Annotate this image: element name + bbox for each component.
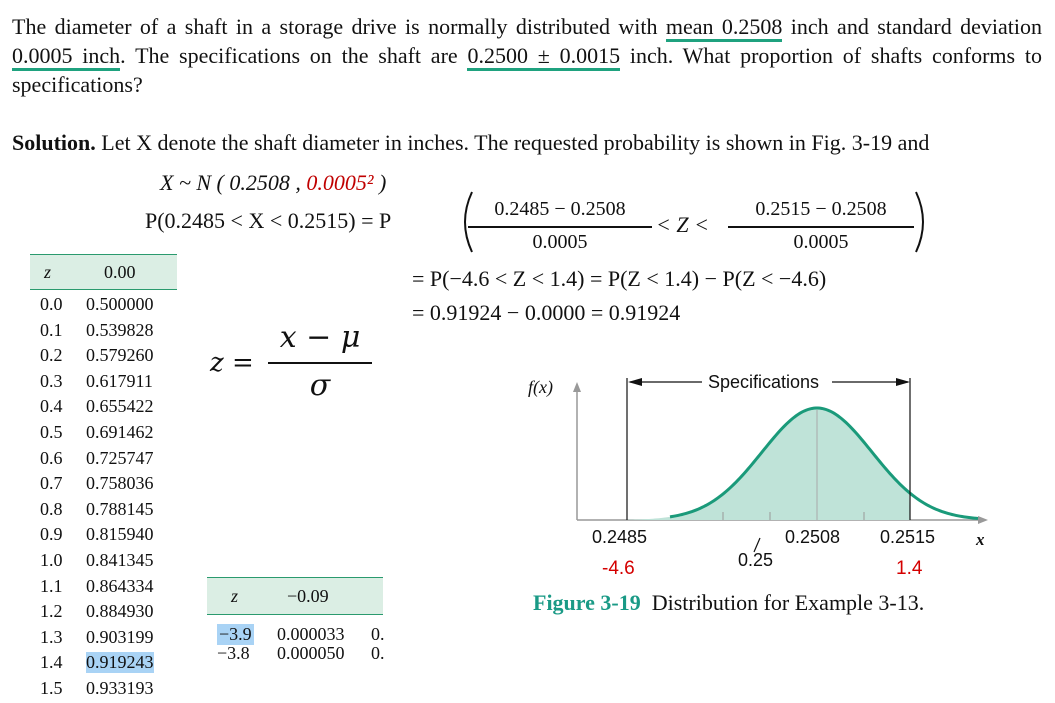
solution-label: Solution. (12, 130, 96, 155)
tick-label-mean: 0.2508 (785, 527, 841, 547)
z-table-cell-p: 0.903199 (86, 626, 154, 647)
small-table-header (207, 577, 383, 615)
z-table-cell-z: 0.0 (40, 294, 63, 314)
small-table-row2-p2: 0. (371, 643, 385, 663)
z-table-cell-p: 0.815940 (86, 524, 154, 545)
z-table-cell-z: 1.4 (40, 652, 63, 673)
frac2-denominator: 0.0005 (793, 231, 849, 253)
tick-label-left: 0.2485 (592, 527, 648, 547)
z-table-cell-p: 0.539828 (86, 319, 154, 340)
z-table-header (30, 254, 177, 290)
problem-text-2: inch and standard deviation (782, 14, 1042, 39)
dist-prefix: X ~ N ( 0.2508 , (160, 170, 307, 195)
z-table-header-z: z (44, 262, 52, 282)
z-formula-denominator: σ (309, 368, 331, 403)
z-table-header-p: 0.00 (104, 262, 136, 282)
small-table-row-p: 0.000033 (277, 624, 345, 644)
z-table-cell-p: 0.933193 (86, 678, 154, 698)
z-value-right: 1.4 (896, 558, 923, 579)
right-paren (912, 190, 932, 254)
dist-suffix: ) (373, 170, 387, 195)
probability-equation-2: = P(−4.6 < Z < 1.4) = P(Z < 1.4) − P(Z < −4.6) (412, 266, 827, 291)
y-axis-arrow (573, 382, 581, 392)
frac2-numerator: 0.2515 − 0.2508 (755, 198, 887, 220)
figure-caption (533, 590, 924, 616)
mean-value: mean 0.2508 (666, 14, 783, 42)
z-table-cell-p: 0.841345 (86, 550, 154, 570)
tick-label-025: 0.25 (738, 550, 774, 570)
z-table-cell-p: 0.788145 (86, 498, 154, 519)
figure-caption-text: Distribution for Example 3-13. (651, 590, 925, 615)
z-table-cell-z: 0.6 (40, 447, 63, 468)
z-table-cell-p: 0.655422 (86, 396, 154, 417)
small-table-header-z: z (231, 586, 239, 606)
small-table-row2-z: −3.8 (217, 643, 250, 663)
solution-text: Let X denote the shaft diameter in inches. The requested probability is shown in Fig. 3-19 and (95, 130, 930, 155)
z-table-cell-p: 0.884930 (86, 601, 154, 622)
frac1-numerator: 0.2485 − 0.2508 (494, 198, 626, 220)
z-table-cell-z: 0.8 (40, 498, 63, 519)
z-table-cell-p: 0.500000 (86, 294, 154, 314)
tick-label-right: 0.2515 (880, 527, 936, 547)
z-value-left: -4.6 (602, 558, 635, 579)
z-table-cell-z: 0.7 (40, 473, 63, 494)
inequality-middle: < Z < (656, 212, 709, 237)
dist-variance: 0.0005² (306, 170, 374, 195)
figure-ylabel: f(x) (528, 377, 553, 397)
z-table-cell-p: 0.617911 (86, 370, 153, 391)
z-table-cell-p: 0.864334 (86, 575, 154, 596)
problem-text-3: . The specifications on the shaft are (120, 43, 468, 68)
z-table-cell-z: 1.5 (40, 678, 63, 698)
figure-xlabel: x (976, 530, 985, 549)
spec-label: Specifications (705, 372, 822, 393)
small-table-clipped-row (207, 643, 387, 663)
small-table-row2-p: 0.000050 (277, 643, 345, 663)
solution-line (12, 130, 929, 156)
z-table-cell-z: 0.4 (40, 396, 63, 417)
z-table-cell-z: 0.1 (40, 319, 63, 340)
figure-number: Figure 3-19 (533, 590, 641, 615)
spec-value: 0.2500 ± 0.0015 (467, 43, 620, 71)
probability-equation-lhs (145, 208, 391, 234)
z-table-cell-p: 0.579260 (86, 345, 154, 366)
z-table-cell-z: 0.5 (40, 422, 63, 442)
z-formula-numerator: x − μ (279, 320, 361, 355)
problem-statement (12, 12, 1042, 99)
z-table-cell-p: 0.758036 (86, 473, 154, 494)
z-formula-lhs: z = (210, 348, 254, 378)
problem-text-1: The diameter of a shaft in a storage drive is normally distributed with (12, 14, 666, 39)
conforming-area (627, 408, 910, 520)
z-table-cell-p: 0.691462 (86, 422, 154, 442)
eq1-lhs: P(0.2485 < X < 0.2515) = P (145, 208, 392, 233)
z-table-cell-z: 1.2 (40, 601, 63, 622)
spec-arrowhead-right (896, 378, 910, 386)
small-table-row-z: −3.9 (219, 624, 252, 644)
frac1-line (468, 226, 652, 228)
sd-value: 0.0005 inch (12, 43, 120, 71)
frac2-line (728, 226, 914, 228)
probability-equation-3: = 0.91924 − 0.0000 = 0.91924 (412, 300, 681, 325)
small-table-header-p: −0.09 (287, 586, 329, 606)
distribution-expression (160, 170, 386, 196)
z-table-cell-z: 1.1 (40, 575, 63, 596)
z-table-cell-z: 1.3 (40, 626, 63, 647)
z-table-cell-z: 0.9 (40, 524, 63, 545)
z-formula-line (268, 362, 372, 364)
z-table-cell-z: 0.2 (40, 345, 63, 366)
z-table-cell-p: 0.725747 (86, 447, 154, 468)
z-table-cell-z: 0.3 (40, 370, 63, 391)
z-table-cell-p: 0.919243 (86, 652, 154, 673)
spec-arrowhead-left (628, 378, 642, 386)
frac1-denominator: 0.0005 (532, 231, 588, 253)
x-axis-arrow (978, 516, 988, 524)
small-table-row-p2: 0. (371, 624, 385, 644)
z-table-cell-z: 1.0 (40, 550, 63, 570)
problem-text-4: inch. What proportion of shafts conforms to specifications? (12, 43, 1042, 97)
